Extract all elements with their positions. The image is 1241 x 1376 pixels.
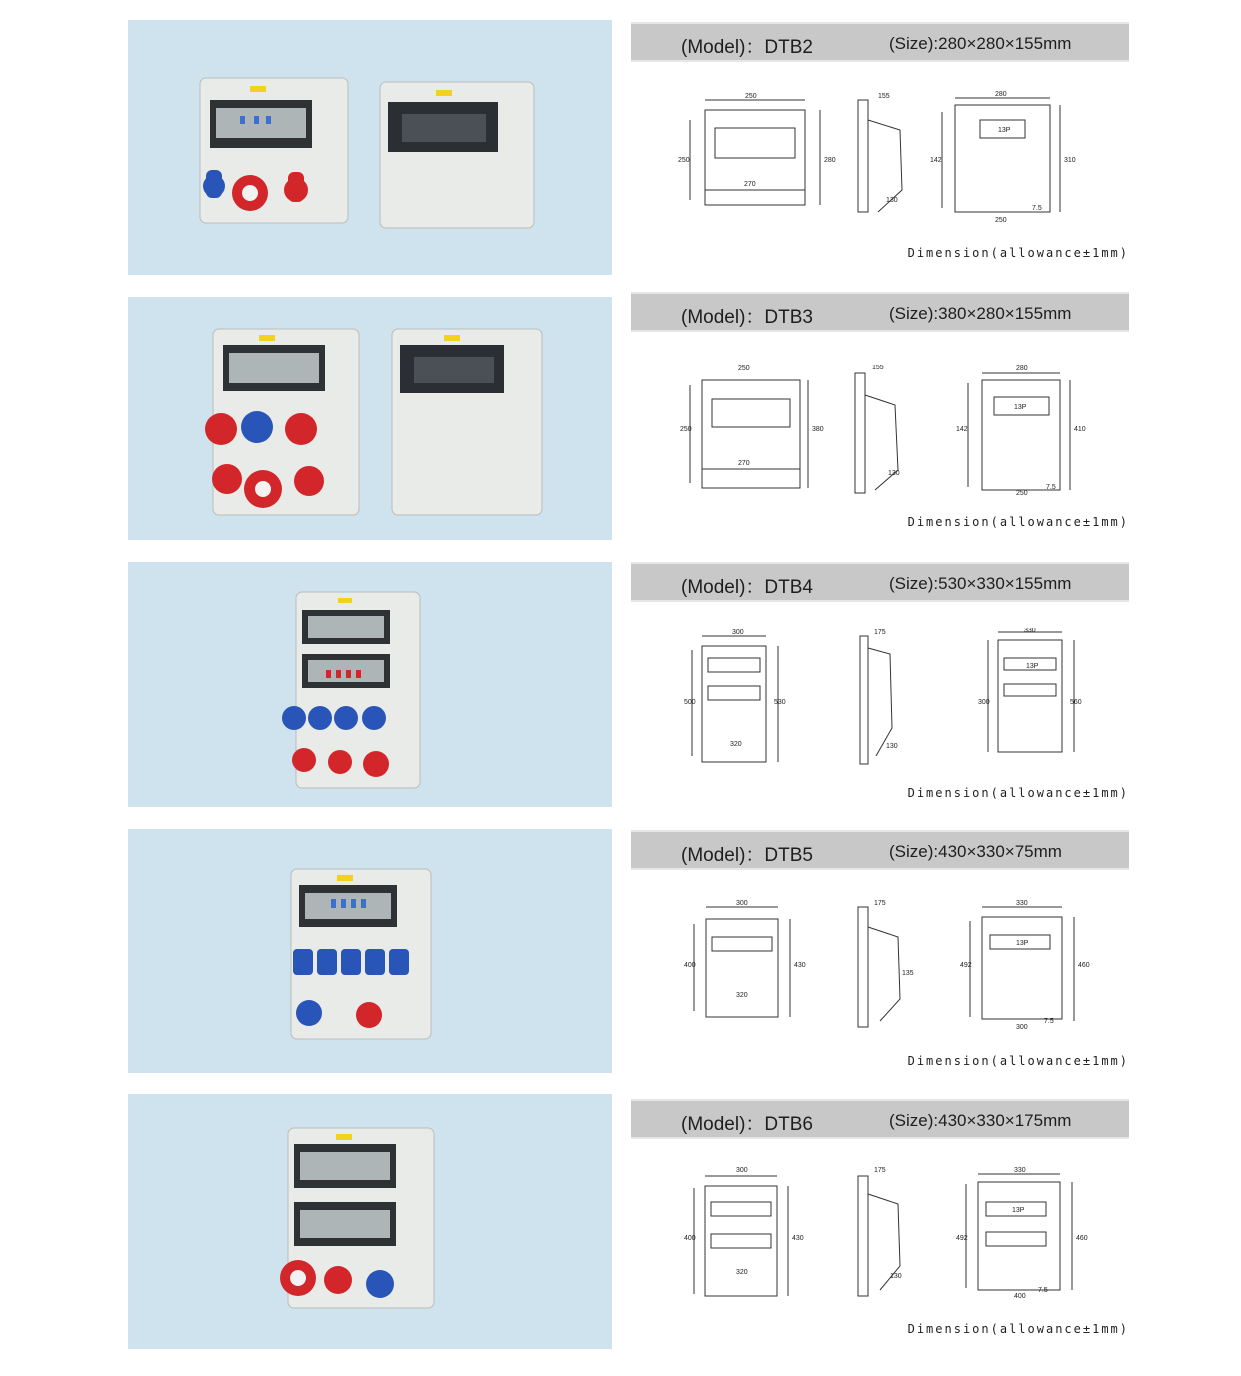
dim-panel-label: 13P xyxy=(998,127,1011,134)
size-label: (Size):280×280×155mm xyxy=(889,34,1072,53)
size-label: (Size):430×330×75mm xyxy=(889,842,1062,861)
dimension-note: Dimension(allowance±1mm) xyxy=(907,1322,1129,1336)
dim-bottom-width: 320 xyxy=(736,992,748,999)
size-label: (Size):530×330×155mm xyxy=(889,574,1072,593)
model-label: (Model)：DTB3 xyxy=(681,307,813,328)
dim-rear-top: 280 xyxy=(995,91,1007,98)
model-header xyxy=(631,830,1129,870)
dim-side-height: 400 xyxy=(684,962,696,969)
dim-rear-small: 7.5 xyxy=(1032,205,1042,212)
dim-top-width: 300 xyxy=(736,1167,748,1174)
dim-rear-left: 492 xyxy=(960,962,972,969)
dim-top-width: 250 xyxy=(745,93,757,100)
dim-bottom-width: 270 xyxy=(738,460,750,467)
dim-rear-right: 310 xyxy=(1064,157,1076,164)
model-header xyxy=(631,1099,1129,1139)
model-label: (Model)：DTB2 xyxy=(681,37,813,58)
product-photo xyxy=(128,297,612,540)
dim-depth: 155 xyxy=(872,365,884,371)
dim-panel-label: 13P xyxy=(1016,940,1029,947)
dimension-note: Dimension(allowance±1mm) xyxy=(907,786,1129,800)
dim-rear-left: 142 xyxy=(956,426,968,433)
size-label: (Size):380×280×155mm xyxy=(889,304,1072,323)
dim-rear-left: 142 xyxy=(930,157,942,164)
model-label: (Model)：DTB6 xyxy=(681,1114,813,1135)
dim-angle: 130 xyxy=(890,1273,902,1280)
dim-depth: 175 xyxy=(874,1167,886,1174)
dim-rear-bottom: 250 xyxy=(995,217,1007,224)
dim-top-width: 300 xyxy=(736,900,748,907)
dimension-drawing xyxy=(660,90,1130,240)
dim-right-height: 280 xyxy=(824,157,836,164)
dimension-drawing xyxy=(660,899,1130,1049)
model-header xyxy=(631,562,1129,602)
product-photo xyxy=(128,20,612,275)
dim-rear-top: 330 xyxy=(1016,900,1028,907)
dimension-note: Dimension(allowance±1mm) xyxy=(907,515,1129,529)
dim-side-height: 500 xyxy=(684,699,696,706)
model-label: (Model)：DTB5 xyxy=(681,845,813,866)
dim-bottom-width: 270 xyxy=(744,181,756,188)
dimension-drawing xyxy=(660,1166,1130,1316)
dim-rear-right: 560 xyxy=(1070,699,1082,706)
dim-panel-label: 13P xyxy=(1012,1207,1025,1214)
model-label: (Model)：DTB4 xyxy=(681,577,813,598)
model-header xyxy=(631,22,1129,62)
dim-top-width: 300 xyxy=(732,629,744,636)
dimension-note: Dimension(allowance±1mm) xyxy=(907,1054,1129,1068)
dimension-note: Dimension(allowance±1mm) xyxy=(907,246,1129,260)
dim-rear-top: 330 xyxy=(1014,1167,1026,1174)
dim-rear-bottom: 250 xyxy=(1016,490,1028,497)
dim-rear-small: 7.5 xyxy=(1046,484,1056,491)
dim-side-height: 400 xyxy=(684,1235,696,1242)
dim-depth: 155 xyxy=(878,93,890,100)
model-header xyxy=(631,292,1129,332)
size-label: (Size):430×330×175mm xyxy=(889,1111,1072,1130)
dim-top-width: 250 xyxy=(738,365,750,372)
dim-right-height: 530 xyxy=(774,699,786,706)
product-photo xyxy=(128,1094,612,1349)
dim-rear-small: 7.5 xyxy=(1038,1287,1048,1294)
dim-rear-left: 492 xyxy=(956,1235,968,1242)
product-photo xyxy=(128,562,612,807)
dim-side-height: 250 xyxy=(678,157,690,164)
dim-rear-small: 7.5 xyxy=(1044,1018,1054,1025)
dim-angle: 130 xyxy=(886,743,898,750)
dim-bottom-width: 320 xyxy=(736,1269,748,1276)
product-photo xyxy=(128,829,612,1073)
dim-depth: 175 xyxy=(874,900,886,907)
dim-rear-right: 410 xyxy=(1074,426,1086,433)
dim-bottom-width: 320 xyxy=(730,741,742,748)
dim-panel-label: 13P xyxy=(1014,404,1027,411)
dim-panel-label: 13P xyxy=(1026,663,1039,670)
dim-rear-left: 300 xyxy=(978,699,990,706)
dim-angle: 130 xyxy=(886,197,898,204)
dim-rear-bottom: 300 xyxy=(1016,1024,1028,1031)
dim-angle: 135 xyxy=(902,970,914,977)
dim-rear-right: 460 xyxy=(1076,1235,1088,1242)
dim-rear-bottom: 400 xyxy=(1014,1293,1026,1300)
dim-angle: 130 xyxy=(888,470,900,477)
dim-right-height: 380 xyxy=(812,426,824,433)
dim-side-height: 250 xyxy=(680,426,692,433)
dimension-drawing xyxy=(660,365,1130,515)
dim-depth: 175 xyxy=(874,629,886,636)
dim-rear-right: 460 xyxy=(1078,962,1090,969)
dim-rear-top: 280 xyxy=(1016,365,1028,372)
dim-right-height: 430 xyxy=(792,1235,804,1242)
dimension-drawing xyxy=(660,628,1130,778)
dim-rear-top: 330 xyxy=(1024,628,1036,634)
dim-right-height: 430 xyxy=(794,962,806,969)
